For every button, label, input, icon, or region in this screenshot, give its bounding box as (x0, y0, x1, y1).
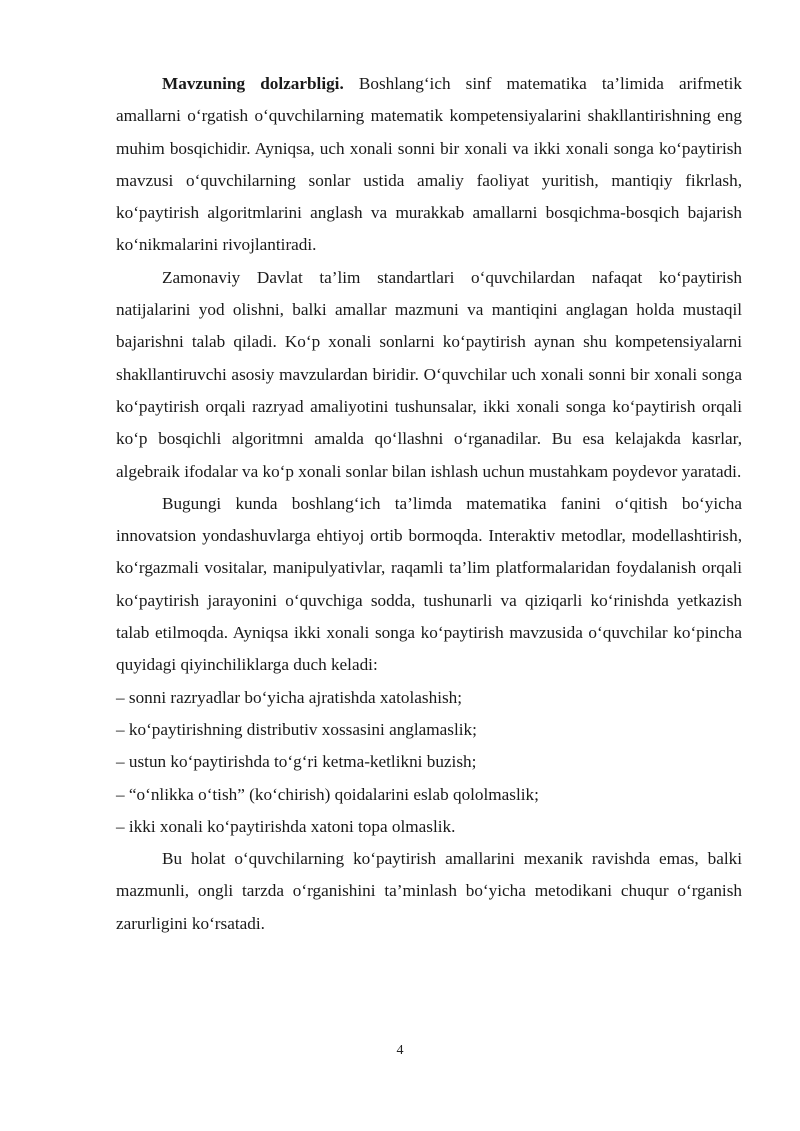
paragraph-standards: Zamonaviy Davlat ta’lim standartlari o‘quvchilardan nafaqat ko‘paytirish natijalarini yod olishni, balki amallar mazmuni va mantiqini anglagan holda mustaqil bajarishni talab qiladi. Ko‘p xonali sonlarni ko‘paytirish aynan shu kompetensiyalarni shakllantiruvchi asosiy mavzulardan biridir. O‘quvchilar uch xonali sonni bir xonali songa ko‘paytirish orqali razryad amaliyotini tushunsalar, ikki xonali songa ko‘paytirish orqali ko‘p bosqichli algoritmni amalda qo‘llashni o‘rganadilar. Bu esa kelajakda kasrlar, algebraik ifodalar va ko‘p xonali sonlar bilan ishlash uchun mustahkam poydevor yaratadi. (116, 267, 742, 481)
paragraph-heading: Mavzuning dolzarbligi. (162, 74, 344, 93)
list-item: – sonni razryadlar bo‘yicha ajratishda xatolashish; (116, 687, 463, 707)
list-item: – ko‘paytirishning distributiv xossasini anglamaslik; (116, 719, 477, 739)
list-item: – “o‘nlikka o‘tish” (ko‘chirish) qoidalarini eslab qololmaslik; (116, 784, 539, 804)
paragraph-text: Boshlang‘ich sinf matematika ta’limida arifmetik amallarni o‘rgatish o‘quvchilarning matematik kompetensiyalarini shakllantirishning eng muhim bosqichidir. Ayniqsa, uch xonali sonni bir xonali va ikki xonali songa ko‘paytirish mavzusi o‘quvchilarning sonlar ustida amaliy faoliyat yuritish, mantiqiy fikrlash, ko‘paytirish algoritmlarini anglash va murakkab amallarni bosqichma-bosqich bajarish ko‘nikmalarini rivojlantiradi. (116, 74, 742, 255)
paragraph-conclusion: Bu holat o‘quvchilarning ko‘paytirish amallarini mexanik ravishda emas, balki mazmunli, ongli tarzda o‘rganishini ta’minlash bo‘yicha metodikani chuqur o‘rganish zarurligini ko‘rsatadi. (116, 849, 742, 933)
list-item: – ikki xonali ko‘paytirishda xatoni topa olmaslik. (116, 816, 456, 836)
document-page (116, 68, 742, 940)
page-number: 4 (396, 1043, 404, 1058)
difficulties-list (116, 682, 742, 843)
paragraph-innovations: Bugungi kunda boshlang‘ich ta’limda matematika fanini o‘qitish bo‘yicha innovatsion yondashuvlarga ehtiyoj ortib bormoqda. Interaktiv metodlar, modellashtirish, ko‘rgazmali vositalar, manipulyativlar, raqamli ta’lim platformalaridan foydalanish orqali ko‘paytirish jarayonini o‘quvchiga sodda, tushunarli va qiziqarli ko‘rinishda yetkazish talab etilmoqda. Ayniqsa ikki xonali songa ko‘paytirish mavzusida o‘quvchilar ko‘pincha quyidagi qiyinchiliklarga duch keladi: (116, 493, 742, 675)
list-item: – ustun ko‘paytirishda to‘g‘ri ketma-ketlikni buzish; (116, 752, 477, 772)
paragraph-relevance (116, 68, 742, 262)
